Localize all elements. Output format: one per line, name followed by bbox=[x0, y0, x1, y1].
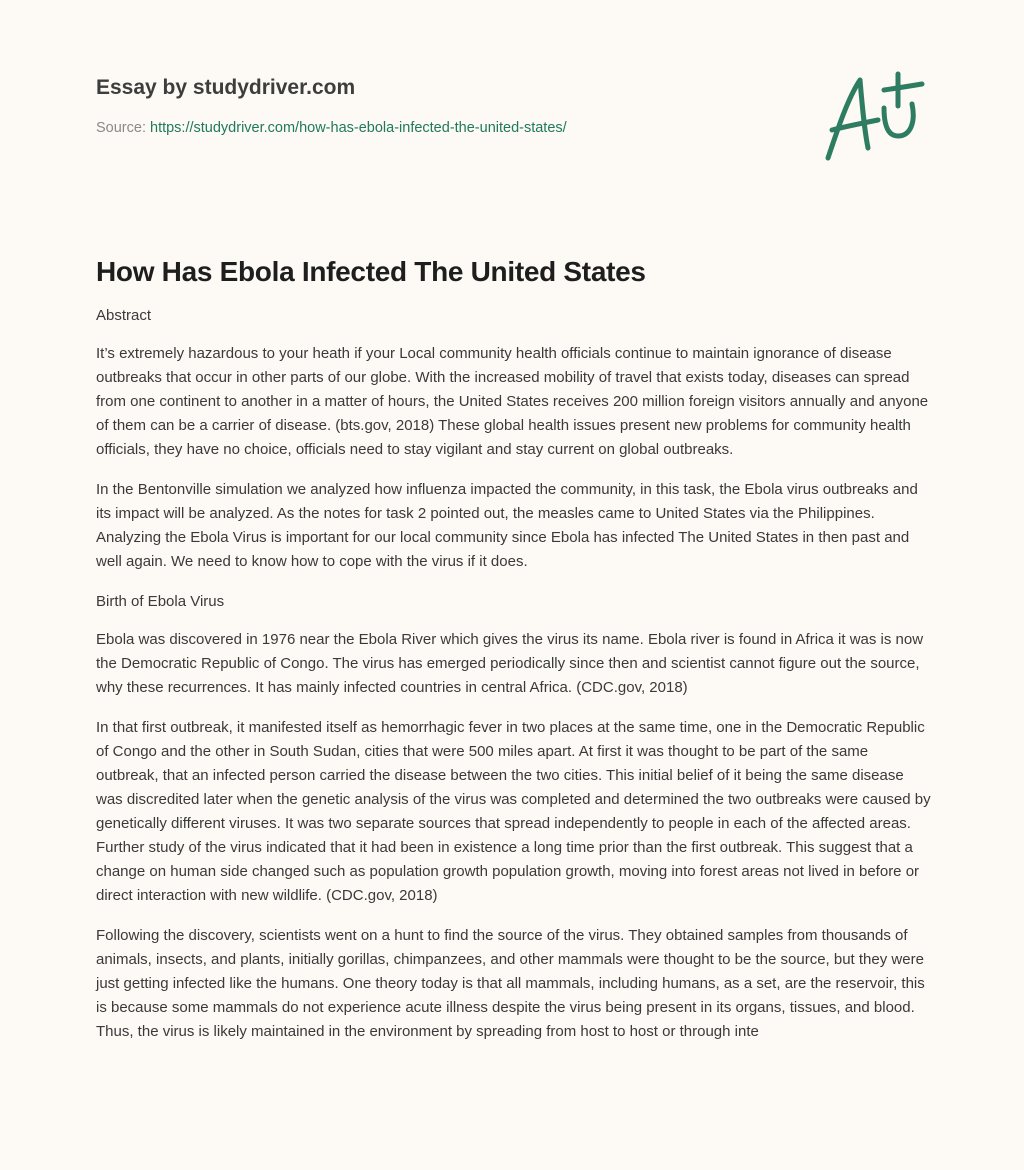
essay-body bbox=[96, 256, 932, 1060]
paragraph: Ebola was discovered in 1976 near the Ebola River which gives the virus its name. Ebola river is found in Africa it was is now the Democratic Republic of Congo. The virus has emerged periodically since then and scientist cannot figure out the source, why these recurrences. It has mainly infected countries in central Africa. (CDC.gov, 2018) bbox=[96, 631, 924, 696]
section-heading: Birth of Ebola Virus bbox=[96, 593, 225, 610]
brand-title: Essay by studydriver.com bbox=[96, 76, 356, 99]
a-plus-logo-icon bbox=[818, 68, 930, 168]
paragraph: In the Bentonville simulation we analyzed how influenza impacted the community, in this task, the Ebola virus outbreaks and its impact will be analyzed. As the notes for task 2 pointed out, the measles came to United States via the Philippines. Analyzing the Ebola Virus is important for our local community since Ebola has infected The United States in then past and well again. We need to know how to cope with the virus if it does. bbox=[96, 481, 918, 570]
source-label: Source: bbox=[96, 120, 150, 136]
paragraph: Following the discovery, scientists went on a hunt to find the source of the virus. They obtained samples from thousands of animals, insects, and plants, initially gorillas, chimpanzees, and other mammals were thought to be the source, but they were just getting infected like the humans. One theory today is that all mammals, including humans, as a set, are the reservoir, this is because some mammals do not experience acute illness despite the virus being present in its organs, tissues, and blood. Thus, the virus is likely maintained in the environment by spreading from host to host or through inte bbox=[96, 927, 925, 1040]
source-link[interactable]: https://studydriver.com/how-has-ebola-infected-the-united-states/ bbox=[150, 120, 567, 136]
paragraph: It’s extremely hazardous to your heath if your Local community health officials continue to maintain ignorance of disease outbreaks that occur in other parts of our globe. With the increased mobility of travel that exists today, diseases can spread from one continent to another in a matter of hours, the United States receives 200 million foreign visitors annually and anyone of them can be a carrier of disease. (bts.gov, 2018) These global health issues present new problems for community health officials, they have no choice, officials need to stay vigilant and stay current on global outbreaks. bbox=[96, 345, 929, 458]
essay-paragraphs bbox=[96, 304, 932, 1044]
essay-header bbox=[96, 76, 567, 136]
essay-title: How Has Ebola Infected The United States bbox=[96, 256, 646, 287]
section-heading: Abstract bbox=[96, 307, 152, 324]
source-line bbox=[96, 120, 567, 136]
paragraph: In that first outbreak, it manifested itself as hemorrhagic fever in two places at the same time, one in the Democratic Republic of Congo and the other in South Sudan, cities that were 500 miles apart. At first it was thought to be part of the same outbreak, that an infected person carried the disease between the two cities. This initial belief of it being the same disease was discredited later when the genetic analysis of the virus was completed and determined the two outbreaks were caused by genetically different viruses. It was two separate sources that spread independently to people in each of the affected areas. Further study of the virus indicated that it had been in existence a long time prior than the first outbreak. This suggest that a change on human side changed such as population growth population growth, moving into forest areas not lived in before or direct interaction with new wildlife. (CDC.gov, 2018) bbox=[96, 719, 931, 904]
